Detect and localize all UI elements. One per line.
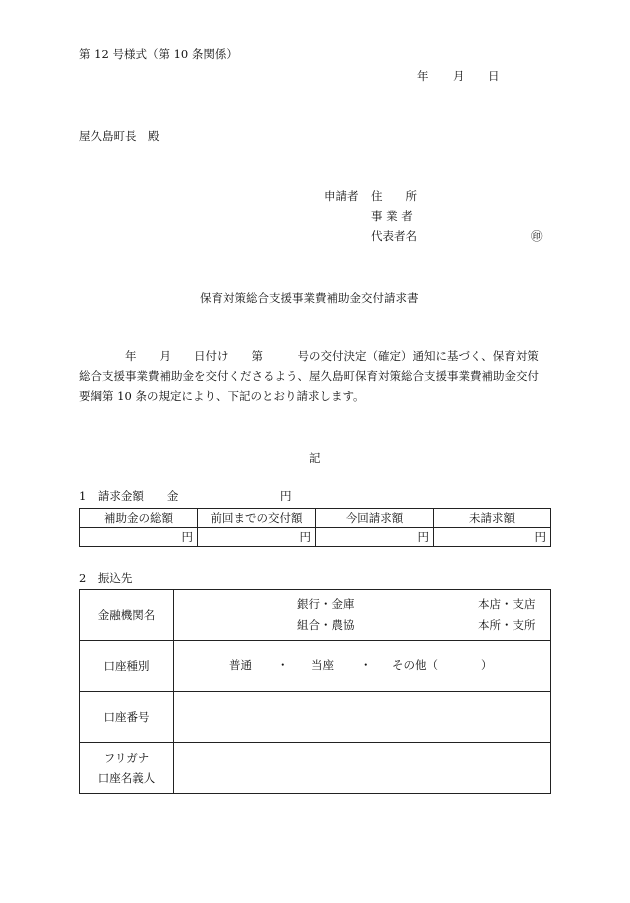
section1-yen: 円 bbox=[280, 489, 292, 503]
furigana-label: フリガナ bbox=[103, 751, 150, 765]
value-previous-issued: 円 bbox=[198, 528, 316, 547]
date-day: 日 bbox=[488, 69, 500, 83]
account-type-other: その他（ bbox=[392, 658, 438, 672]
form-number: 第 12 号様式（第 10 条関係） bbox=[79, 47, 238, 61]
body-line-1: 年 月 日付け 第 号の交付決定（確定）通知に基づく、保育対策 bbox=[125, 349, 539, 363]
account-number-label: 口座番号 bbox=[80, 692, 174, 743]
account-type-close-paren: ） bbox=[481, 658, 493, 672]
document-title: 保育対策総合支援事業費補助金交付請求書 bbox=[200, 291, 419, 305]
section2-heading: 2 振込先 bbox=[79, 571, 133, 585]
body-line-2: 総合支援事業費補助金を交付くださるよう、屋久島町保育対策総合支援事業費補助金交付 bbox=[79, 369, 539, 383]
header-previous-issued: 前回までの交付額 bbox=[198, 509, 316, 528]
account-holder-label-cell bbox=[80, 743, 174, 794]
ki-mark: 記 bbox=[309, 451, 321, 465]
applicant-business-label: 事 業 者 bbox=[371, 209, 413, 223]
date-month: 月 bbox=[453, 69, 465, 83]
account-type-ordinary: 普通 bbox=[229, 658, 252, 672]
applicant-representative-label: 代表者名 bbox=[371, 229, 417, 243]
header-total-subsidy: 補助金の総額 bbox=[80, 509, 198, 528]
addressee: 屋久島町長 殿 bbox=[79, 129, 160, 143]
account-holder-cell bbox=[174, 743, 551, 794]
applicant-label: 申請者 bbox=[324, 189, 359, 203]
bank-name-cell bbox=[174, 590, 551, 641]
account-holder-label: 口座名義人 bbox=[97, 771, 156, 785]
header-current-request: 今回請求額 bbox=[316, 509, 434, 528]
branch-type-2: 本所・支所 bbox=[478, 618, 536, 632]
body-line-3: 要綱第 10 条の規定により、下記のとおり請求します。 bbox=[79, 389, 365, 403]
account-type-label: 口座種別 bbox=[80, 641, 174, 692]
account-type-current: 当座 bbox=[311, 658, 334, 672]
date-year: 年 bbox=[417, 69, 429, 83]
account-number-cell bbox=[174, 692, 551, 743]
bank-type-2: 組合・農協 bbox=[297, 618, 355, 632]
bank-name-label: 金融機関名 bbox=[80, 590, 174, 641]
account-type-sep-2: ・ bbox=[360, 658, 372, 672]
bank-table bbox=[79, 589, 551, 794]
value-unrequested: 円 bbox=[434, 528, 551, 547]
value-total-subsidy: 円 bbox=[80, 528, 198, 547]
bank-type-1: 銀行・金庫 bbox=[297, 597, 355, 611]
amount-table bbox=[79, 508, 551, 547]
section1-heading: 1 請求金額 金 bbox=[79, 489, 179, 503]
header-unrequested: 未請求額 bbox=[434, 509, 551, 528]
seal-mark: ㊞ bbox=[531, 229, 543, 243]
applicant-address-label: 住 所 bbox=[371, 189, 417, 203]
account-type-cell bbox=[174, 641, 551, 692]
value-current-request: 円 bbox=[316, 528, 434, 547]
account-type-sep-1: ・ bbox=[277, 658, 289, 672]
branch-type-1: 本店・支店 bbox=[478, 597, 536, 611]
